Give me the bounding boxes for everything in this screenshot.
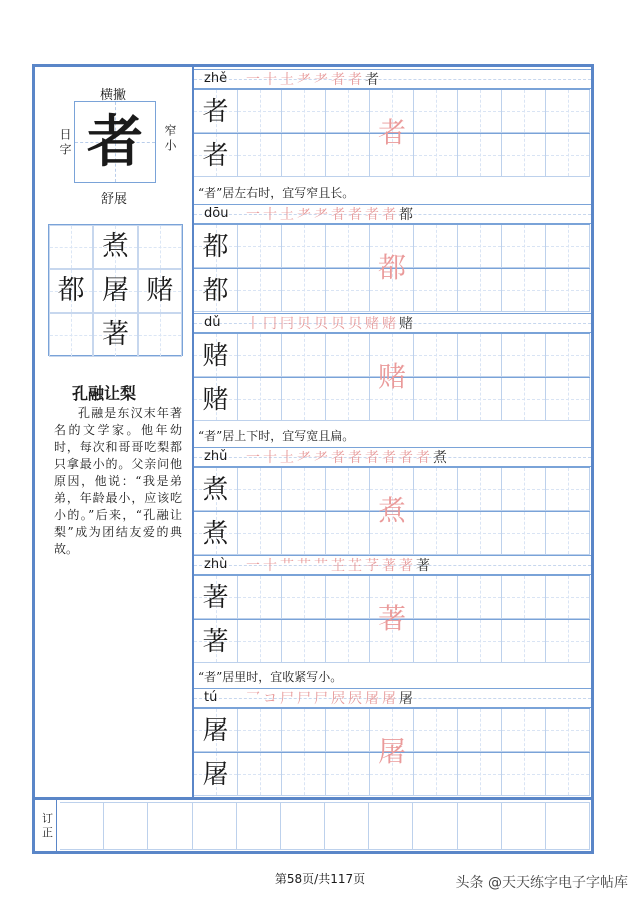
writing-cell[interactable] (546, 225, 590, 268)
writing-cell[interactable] (282, 225, 326, 268)
writing-cell[interactable] (238, 620, 282, 663)
writing-cell[interactable] (238, 225, 282, 268)
stroke-order: 一十土耂耂者者者 (246, 72, 382, 88)
writing-cell[interactable] (326, 753, 370, 796)
story-text: 孔融是东汉末年著名的文学家。他年幼时，每次和哥哥吃梨都只拿最小的。父亲问他原因，他说：“我是弟弟，年龄最小，应该吃小的。”后来，“孔融让梨”成为团结友爱的典故。 (54, 406, 182, 556)
model-cell (194, 620, 238, 663)
writing-cell[interactable] (546, 512, 590, 555)
model-char: 者 (202, 97, 229, 127)
pinyin: zhǔ (204, 449, 228, 464)
writing-cell[interactable] (238, 90, 282, 133)
writing-cell[interactable] (458, 709, 502, 752)
writing-cell[interactable] (282, 709, 326, 752)
model-cell (194, 269, 238, 312)
stroke-order: 一十土耂耂者者者者者者煮 (246, 450, 450, 466)
writing-cell[interactable] (238, 134, 282, 177)
practice-note: “者”居里时，宜收紧写小。 (198, 670, 343, 684)
writing-cell[interactable] (458, 334, 502, 377)
writing-cell[interactable] (458, 576, 502, 619)
writing-cell[interactable] (326, 269, 370, 312)
model-char: 都 (202, 276, 229, 306)
writing-cell[interactable] (326, 468, 370, 511)
stroke-bottom-label: 舒展 (101, 192, 128, 207)
pinyin-line (194, 555, 591, 575)
writing-cell[interactable] (502, 269, 546, 312)
related-cell (49, 225, 93, 269)
writing-cell[interactable] (458, 225, 502, 268)
model-char: 屠 (202, 716, 229, 746)
trace-char: 都 (377, 251, 406, 284)
writing-cell[interactable] (238, 269, 282, 312)
writing-cell[interactable] (546, 753, 590, 796)
writing-cell[interactable] (458, 512, 502, 555)
writing-cell[interactable] (458, 90, 502, 133)
pinyin-line (194, 69, 591, 89)
model-cell (194, 512, 238, 555)
model-char: 著 (202, 583, 229, 613)
writing-cell[interactable] (282, 134, 326, 177)
writing-cell[interactable] (414, 90, 458, 133)
writing-cell[interactable] (502, 134, 546, 177)
model-cell (194, 378, 238, 421)
related-chars-grid (48, 224, 183, 356)
writing-cell[interactable] (502, 753, 546, 796)
related-cell (138, 313, 182, 357)
model-cell (194, 576, 238, 619)
writing-cell[interactable] (326, 134, 370, 177)
writing-cell[interactable] (414, 709, 458, 752)
writing-cell[interactable] (546, 620, 590, 663)
writing-cell[interactable] (458, 753, 502, 796)
writing-cell[interactable] (238, 334, 282, 377)
writing-cell[interactable] (502, 468, 546, 511)
related-cell: 赌 (138, 269, 182, 313)
writing-cell[interactable] (414, 753, 458, 796)
model-char: 煮 (202, 519, 229, 549)
practice-note: “者”居左右时，宜写窄且长。 (198, 186, 355, 200)
writing-cell[interactable] (282, 90, 326, 133)
model-cell (194, 90, 238, 133)
pinyin-line (194, 204, 591, 224)
related-cell: 屠 (93, 269, 137, 313)
writing-cell[interactable] (546, 90, 590, 133)
writing-cell[interactable] (414, 468, 458, 511)
writing-cell[interactable] (414, 378, 458, 421)
writing-cell[interactable] (282, 576, 326, 619)
writing-cell[interactable] (502, 225, 546, 268)
pinyin: zhě (204, 71, 228, 86)
model-cell (194, 225, 238, 268)
writing-cell[interactable] (414, 225, 458, 268)
related-cell: 都 (49, 269, 93, 313)
writing-cell[interactable] (546, 334, 590, 377)
pinyin: dōu (204, 206, 229, 221)
writing-cell[interactable] (502, 620, 546, 663)
writing-cell[interactable] (502, 378, 546, 421)
main-char: 者 (87, 109, 143, 175)
writing-cell[interactable] (282, 753, 326, 796)
writing-cell[interactable] (546, 709, 590, 752)
model-cell (194, 753, 238, 796)
practice-note: “者”居上下时，宜写宽且扁。 (198, 429, 355, 443)
writing-cell[interactable] (238, 468, 282, 511)
writing-cell[interactable] (282, 334, 326, 377)
related-cell: 煮 (93, 225, 137, 269)
trace-char: 屠 (377, 735, 406, 768)
writing-cell[interactable] (458, 269, 502, 312)
model-cell (194, 134, 238, 177)
model-cell (194, 334, 238, 377)
side-left-label: 日字 (58, 128, 72, 158)
pinyin: tú (204, 690, 218, 705)
pinyin-line (194, 447, 591, 467)
writing-cell[interactable] (326, 334, 370, 377)
model-char: 都 (202, 232, 229, 262)
writing-cell[interactable] (282, 378, 326, 421)
stroke-order: 丨冂冃贝贝贝贝赌赌赌 (246, 316, 416, 332)
writing-cell[interactable] (546, 468, 590, 511)
model-char: 著 (202, 627, 229, 657)
related-cell (138, 225, 182, 269)
writing-cell[interactable] (546, 576, 590, 619)
writing-cell[interactable] (326, 576, 370, 619)
writing-cell[interactable] (282, 269, 326, 312)
model-char: 屠 (202, 760, 229, 790)
side-right-label: 窄小 (163, 124, 177, 154)
writing-cell[interactable] (238, 709, 282, 752)
writing-cell[interactable] (326, 225, 370, 268)
writing-cell[interactable] (414, 134, 458, 177)
writing-cell[interactable] (502, 512, 546, 555)
stroke-order: 一十艹艹艹芏芏芓著著著 (246, 558, 433, 574)
pinyin-line (194, 313, 591, 333)
writing-cell[interactable] (238, 378, 282, 421)
model-char: 赌 (202, 385, 229, 415)
writing-cell[interactable] (458, 134, 502, 177)
writing-cell[interactable] (502, 576, 546, 619)
page-number: 第58页/共117页 (274, 872, 366, 886)
writing-cell[interactable] (326, 378, 370, 421)
stroke-order: 乛コ尸尸尸屄屄屠屠屠 (246, 691, 416, 707)
writing-cell[interactable] (502, 90, 546, 133)
correction-label: 订正 (42, 812, 53, 839)
model-cell (194, 468, 238, 511)
writing-cell[interactable] (282, 620, 326, 663)
model-char: 者 (202, 141, 229, 171)
watermark: 头条 @天天练字电子字帖库 (455, 875, 628, 891)
writing-cell[interactable] (414, 512, 458, 555)
writing-cell[interactable] (238, 753, 282, 796)
writing-cell[interactable] (502, 334, 546, 377)
model-char: 煮 (202, 475, 229, 505)
pinyin: dǔ (204, 315, 221, 330)
writing-cell[interactable] (282, 468, 326, 511)
writing-cell[interactable] (414, 334, 458, 377)
trace-char: 煮 (377, 494, 406, 527)
writing-cell[interactable] (414, 620, 458, 663)
correction-divider (56, 800, 57, 852)
writing-cell[interactable] (326, 512, 370, 555)
writing-cell[interactable] (238, 576, 282, 619)
writing-cell[interactable] (326, 709, 370, 752)
pinyin-line (194, 688, 591, 708)
writing-cell[interactable] (326, 620, 370, 663)
writing-cell[interactable] (414, 269, 458, 312)
writing-cell[interactable] (414, 576, 458, 619)
writing-cell[interactable] (326, 90, 370, 133)
model-char: 赌 (202, 341, 229, 371)
related-cell (49, 313, 93, 357)
pinyin: zhù (204, 557, 228, 572)
related-cell: 著 (93, 313, 137, 357)
trace-char: 者 (377, 116, 406, 149)
stroke-top-label: 横撇 (100, 88, 127, 103)
writing-cell[interactable] (458, 468, 502, 511)
writing-cell[interactable] (546, 134, 590, 177)
writing-cell[interactable] (546, 378, 590, 421)
story-title: 孔融让梨 (72, 384, 137, 403)
stroke-order: 一十土耂耂者者者者都 (246, 207, 416, 223)
trace-char: 赌 (377, 360, 406, 393)
writing-cell[interactable] (546, 269, 590, 312)
correction-grid[interactable] (60, 802, 590, 850)
trace-char: 著 (377, 602, 406, 635)
writing-cell[interactable] (502, 709, 546, 752)
writing-cell[interactable] (458, 620, 502, 663)
writing-cell[interactable] (238, 512, 282, 555)
model-cell (194, 709, 238, 752)
writing-cell[interactable] (458, 378, 502, 421)
writing-cell[interactable] (282, 512, 326, 555)
